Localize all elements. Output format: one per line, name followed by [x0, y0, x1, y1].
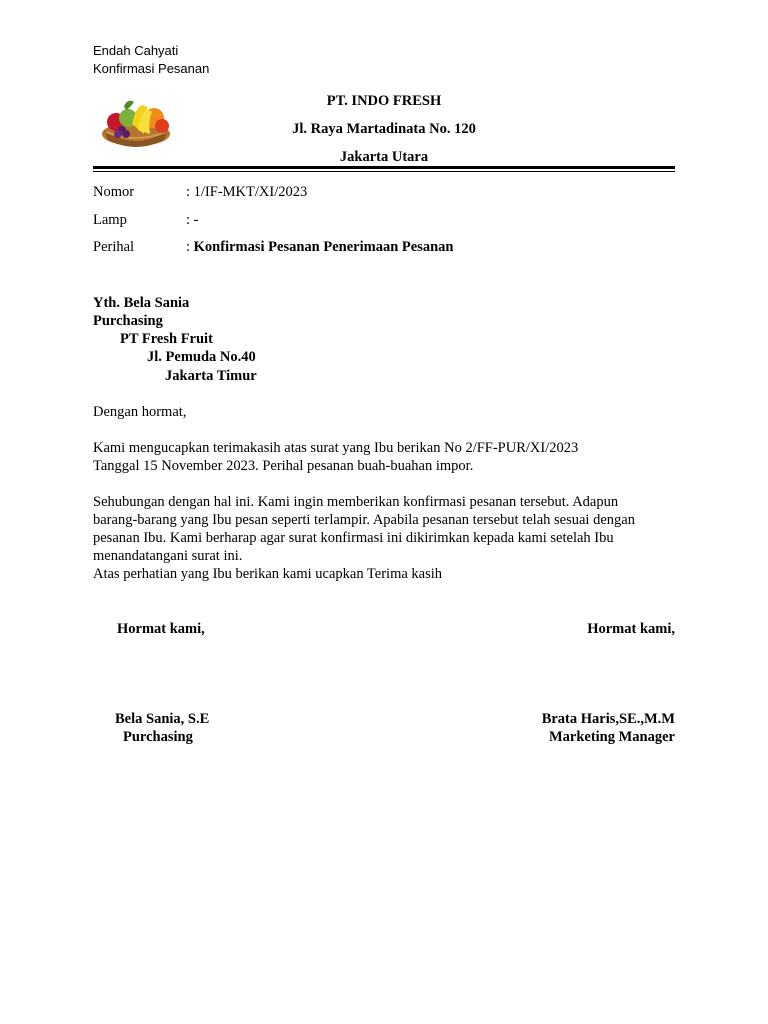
subject-text: Konfirmasi Pesanan Penerimaan Pesanan — [193, 239, 454, 255]
right-signatory-title: Marketing Manager — [548, 729, 675, 745]
closing-sentence: Atas perhatian yang Ibu berikan kami ucapkan Terima kasih — [93, 566, 443, 582]
company-city: Jakarta Utara — [339, 149, 429, 165]
left-signatory-title: Purchasing — [123, 729, 193, 745]
reference-value: : - — [186, 212, 199, 228]
right-closing: Hormat kami, — [587, 621, 675, 637]
recipient-company: PT Fresh Fruit — [120, 331, 213, 347]
recipient-name: Yth. Bela Sania — [93, 295, 190, 311]
left-closing: Hormat kami, — [117, 621, 205, 637]
reference-value: : 1/IF-MKT/XI/2023 — [186, 184, 308, 200]
reference-row-nomor — [93, 183, 675, 201]
letterhead-rule-thin — [93, 171, 675, 172]
author-name: Endah Cahyati — [93, 43, 179, 58]
right-signatory-name: Brata Haris,SE.,M.M — [541, 711, 675, 727]
reference-row-lamp — [93, 211, 675, 229]
recipient-address: Jl. Pemuda No.40 — [147, 349, 256, 365]
document-title: Konfirmasi Pesanan — [93, 61, 210, 76]
reference-label: Nomor — [93, 184, 135, 200]
letterhead-rule-thick — [93, 166, 675, 169]
greeting: Dengan hormat, — [93, 404, 187, 420]
paragraph-2-line: pesanan Ibu. Kami berharap agar surat konfirmasi ini dikirimkan kepada kami setelah Ibu — [93, 530, 614, 546]
company-address: Jl. Raya Martadinata No. 120 — [292, 121, 476, 137]
recipient-city: Jakarta Timur — [165, 368, 257, 384]
reference-label: Lamp — [93, 212, 127, 228]
paragraph-1-line: Tanggal 15 November 2023. Perihal pesanan buah-buahan impor. — [93, 458, 474, 474]
paragraph-2-line: barang-barang yang Ibu pesan seperti terlampir. Apabila pesanan tersebut telah sesuai dengan — [93, 512, 635, 528]
paragraph-1-line: Kami mengucapkan terimakasih atas surat yang Ibu berikan No 2/FF-PUR/XI/2023 — [93, 440, 579, 456]
left-signatory-name: Bela Sania, S.E — [115, 711, 210, 727]
reference-prefix: : — [186, 239, 194, 255]
paragraph-2-line: Sehubungan dengan hal ini. Kami ingin memberikan konfirmasi pesanan tersebut. Adapun — [93, 494, 619, 510]
reference-value — [186, 238, 453, 256]
reference-label: Perihal — [93, 239, 135, 255]
reference-row-perihal — [93, 238, 675, 256]
company-name: PT. INDO FRESH — [326, 93, 442, 109]
paragraph-2-line: menandatangani surat ini. — [93, 548, 243, 564]
recipient-position: Purchasing — [93, 313, 163, 329]
